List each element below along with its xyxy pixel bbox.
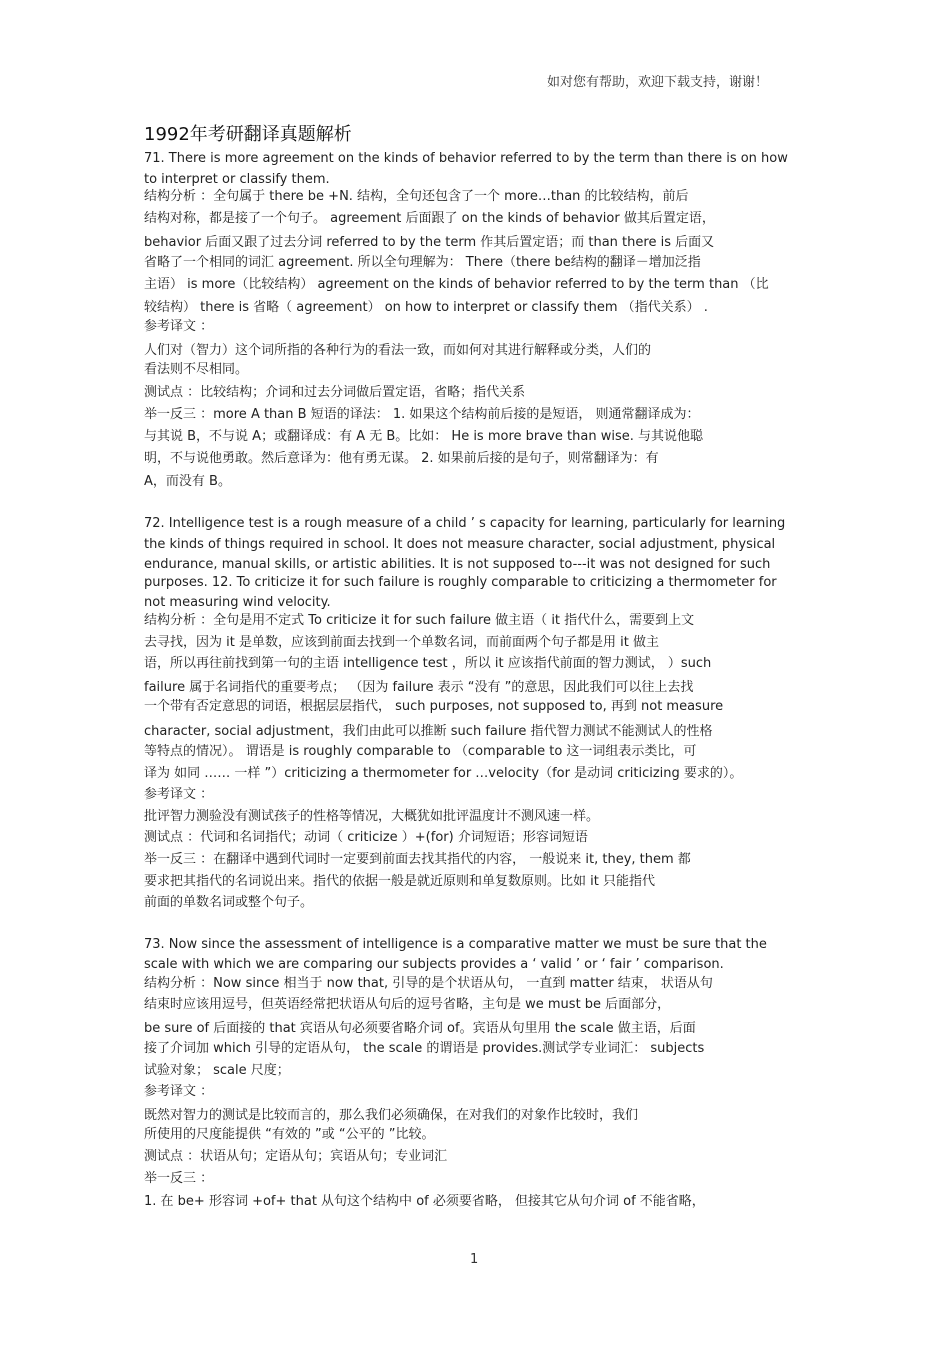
text-line: 语，所以再往前找到第一句的主语 intelligence test ，所以 it 应该指代前面的智力测试， ）such [144,656,712,671]
text-line: 明，不与说他勇敢。然后意译为：他有勇无谋。 2. 如果前后接的是句子，则常翻译为：有 [144,451,659,466]
text-line: 要求把其指代的名词说出来。指代的依据一般是就近原则和单复数原则。比如 it 只能指代 [144,874,655,889]
text-line: 一个带有否定意思的词语，根据层层指代， such purposes, not supposed to, 再到 not measure [144,699,724,714]
text-line: 人们对（智力）这个词所指的各种行为的看法一致，而如何对其进行解释或分类，人们的 [144,343,652,358]
text-line: 结构分析 ：Now since 相当于 now that, 引导的是个状语从句， 一直到 matter 结束， 状语从句 [144,976,713,991]
text-line: 试验对象； scale 尺度； [144,1063,290,1078]
text-line: A，而没有 B。 [144,474,231,489]
text-line: not measuring wind velocity. [144,595,331,610]
header-note: 如对您有帮助，欢迎下载支持，谢谢！ [546,75,768,90]
text-line: 所使用的尺度能提供 “有效的 ”或 “公平的 ”比较。 [144,1127,435,1142]
text-line: 省略了一个相同的词汇 agreement. 所以全句理解为： There（there be结构的翻译－增加泛指 [144,255,701,270]
text-line: 看法则不尽相同。 [144,362,249,377]
text-line: 71. There is more agreement on the kinds of behavior referred to by the term than there is on how [144,151,788,166]
text-line: 接了介词加 which 引导的定语从句， the scale 的谓语是 provides.测试学专业词汇： subjects [144,1041,705,1056]
text-line: 举一反三 ： [144,1171,214,1186]
text-line: be sure of 后面接的 that 宾语从句必须要省略介词 of。宾语从句里用 the scale 做主语，后面 [144,1021,696,1036]
text-line: 结构对称，都是接了一个句子。 agreement 后面跟了 on the kinds of behavior 做其后置定语， [144,211,715,226]
text-line: 与其说 B，不与说 A；或翻译成：有 A 无 B。比如： He is more brave than wise. 与其说他聪 [144,429,703,444]
page-number: 1 [470,1252,479,1267]
text-line: 结构分析 ：全句是用不定式 To criticize it for such failure 做主语（ it 指代什么，需要到上文 [144,613,695,628]
text-line: the kinds of things required in school. It does not measure character, social adjustment, physical [144,537,776,552]
text-line: 结构分析 ：全句属于 there be +N. 结构，全句还包含了一个 more…than 的比较结构，前后 [144,189,689,204]
text-line: failure 属于名词指代的重要考点； （因为 failure 表示 “没有 ”的意思，因此我们可以往上去找 [144,680,694,695]
text-line: purposes. 12. To criticize it for such failure is roughly comparable to criticizing a thermometer for [144,575,777,590]
text-line: 主语） is more（比较结构） agreement on the kinds of behavior referred to by the term than （比 [144,277,769,292]
text-line: 测试点 ：比较结构；介词和过去分词做后置定语，省略；指代关系 [144,385,526,400]
text-line: 73. Now since the assessment of intelligence is a comparative matter we must be sure that the [144,937,767,952]
text-line: 测试点 ：状语从句；定语从句；宾语从句；专业词汇 [144,1149,448,1164]
text-line: endurance, manual skills, or artistic abilities. It is not supposed to---it was not designed for such [144,557,771,572]
text-line: 较结构） there is 省略（ agreement） on how to interpret or classify them （指代关系） . [144,300,708,315]
text-line: 等特点的情况）。 谓语是 is roughly comparable to （comparable to 这一词组表示类比，可 [144,744,697,759]
text-line: 测试点 ：代词和名词指代；动词（ criticize ）+(for) 介词短语；形容词短语 [144,830,588,845]
text-line: 1. 在 be+ 形容词 +of+ that 从句这个结构中 of 必须要省略， 但接其它从句介词 of 不能省略， [144,1194,705,1209]
text-line: 前面的单数名词或整个句子。 [144,895,314,910]
document-title: 1992年考研翻译真题解析 [144,124,352,145]
text-line: 参考译文 ： [144,319,214,334]
text-line: 参考译文 ： [144,787,214,802]
text-line: 既然对智力的测试是比较而言的，那么我们必须确保，在对我们的对象作比较时，我们 [144,1108,639,1123]
text-line: 参考译文 ： [144,1084,214,1099]
text-line: 结束时应该用逗号，但英语经常把状语从句后的逗号省略，主句是 we must be 后面部分， [144,997,671,1012]
text-line: scale with which we are comparing our subjects provides a ‘ valid ’ or ‘ fair ’ comparison. [144,957,724,972]
text-line: 去寻找，因为 it 是单数，应该到前面去找到一个单数名词，而前面两个句子都是用 it 做主 [144,635,659,650]
text-line: 举一反三 ：在翻译中遇到代词时一定要到前面去找其指代的内容， 一般说来 it, they, them 都 [144,852,691,867]
text-line: 72. Intelligence test is a rough measure of a child ’ s capacity for learning, particularly for learning [144,516,786,531]
text-line: 批评智力测验没有测试孩子的性格等情况，大概犹如批评温度计不测风速一样。 [144,809,600,824]
text-line: 译为 如同 …… 一样 ”）criticizing a thermometer for …velocity（for 是动词 criticizing 要求的）。 [144,766,743,781]
text-line: character, social adjustment，我们由此可以推断 such failure 指代智力测试不能测试人的性格 [144,724,713,739]
text-line: to interpret or classify them. [144,172,330,187]
text-line: behavior 后面又跟了过去分词 referred to by the term 作其后置定语；而 than there is 后面又 [144,235,715,250]
text-line: 举一反三 ：more A than B 短语的译法： 1. 如果这个结构前后接的是短语， 则通常翻译成为： [144,407,700,422]
